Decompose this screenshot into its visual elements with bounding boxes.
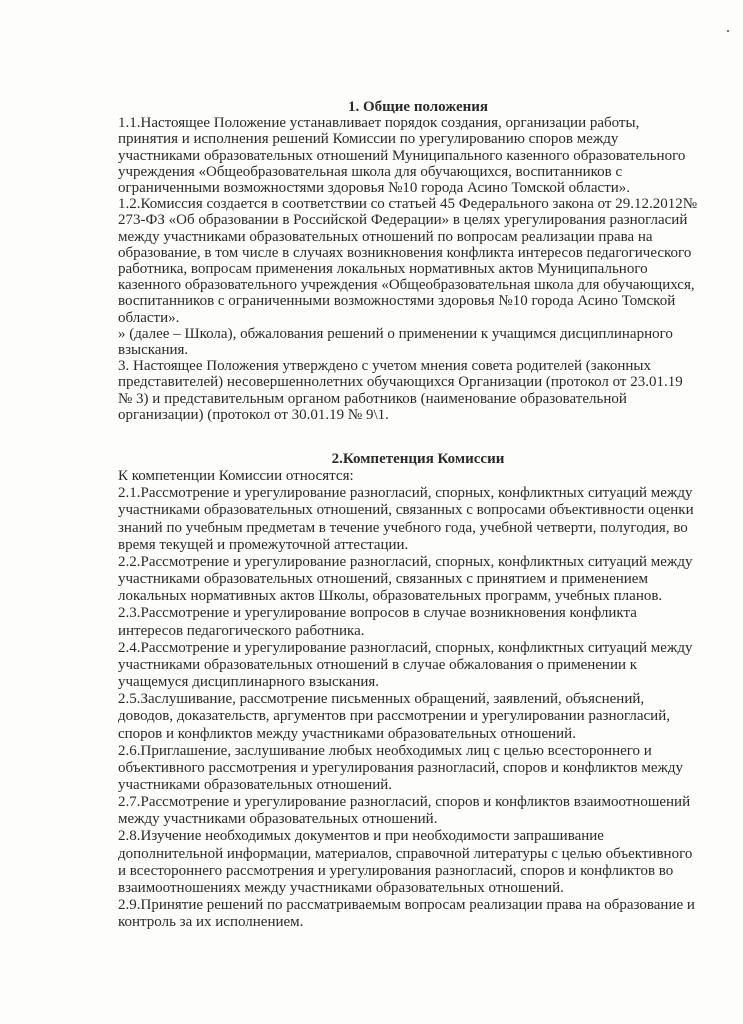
text-line: К компетенции Комиссии относятся: (118, 468, 354, 485)
text-line: участниками образовательных отношений, связанных с вопросами объективности оценки (118, 502, 694, 519)
text-line: 2.7.Рассмотрение и урегулирование разногласий, споров и конфликтов взаимоотношений (118, 794, 691, 811)
text-line: взыскания. (118, 342, 189, 359)
text-line: работника, вопросам применения локальных нормативных актов Муниципального (118, 261, 648, 278)
text-line: ограниченными возможностями здоровья №10 города Асино Томской области». (118, 180, 631, 197)
text-line: 2.5.Заслушивание, рассмотрение письменных обращений, заявлений, объяснений, (118, 691, 645, 708)
text-line: 273-ФЗ «Об образовании в Российской Федерации» в целях урегулирования разногласий (118, 212, 688, 229)
text-line: 2.3.Рассмотрение и урегулирование вопросов в случае возникновения конфликта (118, 605, 637, 622)
text-line: 1.2.Комиссия создается в соответствии со статьей 45 Федерального закона от 29.12.2012№ (118, 196, 698, 213)
text-line: 2.9.Принятие решений по рассматриваемым вопросам реализации права на образование и (118, 897, 695, 914)
text-line: 1.1.Настоящее Положение устанавливает порядок создания, организации работы, (118, 115, 640, 132)
section-commission-competence (118, 451, 718, 931)
text-line: контроль за их исполнением. (118, 914, 304, 931)
text-line: учреждения «Общеобразовательная школа для обучающихся, воспитанников с (118, 163, 623, 180)
text-line: между участниками образовательных отношений по вопросам реализации права на (118, 228, 653, 245)
text-line: и всестороннего рассмотрения и урегулирования разногласий, споров и конфликтов во (118, 862, 674, 879)
text-line: 2.8.Изучение необходимых документов и при необходимости запрашивание (118, 828, 604, 845)
text-line: 2.2.Рассмотрение и урегулирование разногласий, спорных, конфликтных ситуаций между (118, 553, 693, 570)
section-heading: 2.Компетенция Комиссии (331, 451, 505, 467)
text-line: интересов педагогического работника. (118, 622, 365, 639)
text-line: дополнительной информации, материалов, справочной литературы с целью объективного (118, 845, 693, 862)
text-line: знаний по учебным предметам в течение учебного года, учебной четверти, полугодия, во (118, 519, 688, 536)
text-line: споров и конфликтов между участниками образовательных отношений. (118, 725, 576, 742)
text-line: объективного рассмотрения и урегулирования разногласий, споров и конфликтов между (118, 759, 684, 776)
section-body (118, 468, 718, 931)
text-line: образование, в том числе в случаях возникновения конфликта интересов педагогического (118, 244, 692, 261)
text-line: 2.4.Рассмотрение и урегулирование разногласий, спорных, конфликтных ситуаций между (118, 639, 693, 656)
text-line: доводов, доказательств, аргументов при рассмотрении и урегулировании разногласий, (118, 708, 670, 725)
text-line: участниками образовательных отношений в случае обжалования о применении к (118, 656, 638, 673)
scan-speck (727, 30, 729, 32)
text-line: учащемуся дисциплинарного взыскания. (118, 674, 380, 691)
text-line: принятия и исполнения решений Комиссии по урегулированию споров между (118, 131, 619, 148)
text-line: № 3) и представительным органом работников (наименование образовательной (118, 390, 627, 407)
text-line: представителей) несовершеннолетних обучающихся Организации (протокол от 23.01.19 (118, 374, 683, 391)
text-line: казенного образовательного учреждения «Общеобразовательная школа для обучающихся, (118, 277, 695, 294)
text-line: участниками образовательных отношений Муниципального казенного образовательного (118, 147, 686, 164)
section-heading: 1. Общие положения (347, 99, 489, 115)
text-line: воспитанников с ограниченными возможностями здоровья №10 города Асино Томской (118, 293, 676, 310)
text-line: участниками образовательных отношений, связанных с принятием и применением (118, 571, 648, 588)
text-line: локальных нормативных актов Школы, образовательных программ, учебных планов. (118, 588, 663, 605)
text-line: 3. Настоящее Положения утверждено с учетом мнения совета родителей (законных (118, 358, 652, 375)
text-line: участниками образовательных отношений. (118, 776, 393, 793)
text-line: области». (118, 309, 180, 326)
text-line: организации) (протокол от 30.01.19 № 9\1. (118, 406, 389, 423)
text-line: между участниками образовательных отношений. (118, 811, 438, 828)
section-general-provisions (118, 99, 718, 423)
text-line: взаимоотношениях между участниками образовательных отношений. (118, 879, 564, 896)
text-line: 2.6.Приглашение, заслушивание любых необходимых лиц с целью всестороннего и (118, 742, 652, 759)
section-body (118, 115, 718, 423)
text-line: » (далее – Школа), обжалования решений о применении к учащимся дисциплинарного (118, 325, 673, 342)
text-line: 2.1.Рассмотрение и урегулирование разногласий, спорных, конфликтных ситуаций между (118, 485, 693, 502)
text-line: время текущей и промежуточной аттестации. (118, 536, 409, 553)
